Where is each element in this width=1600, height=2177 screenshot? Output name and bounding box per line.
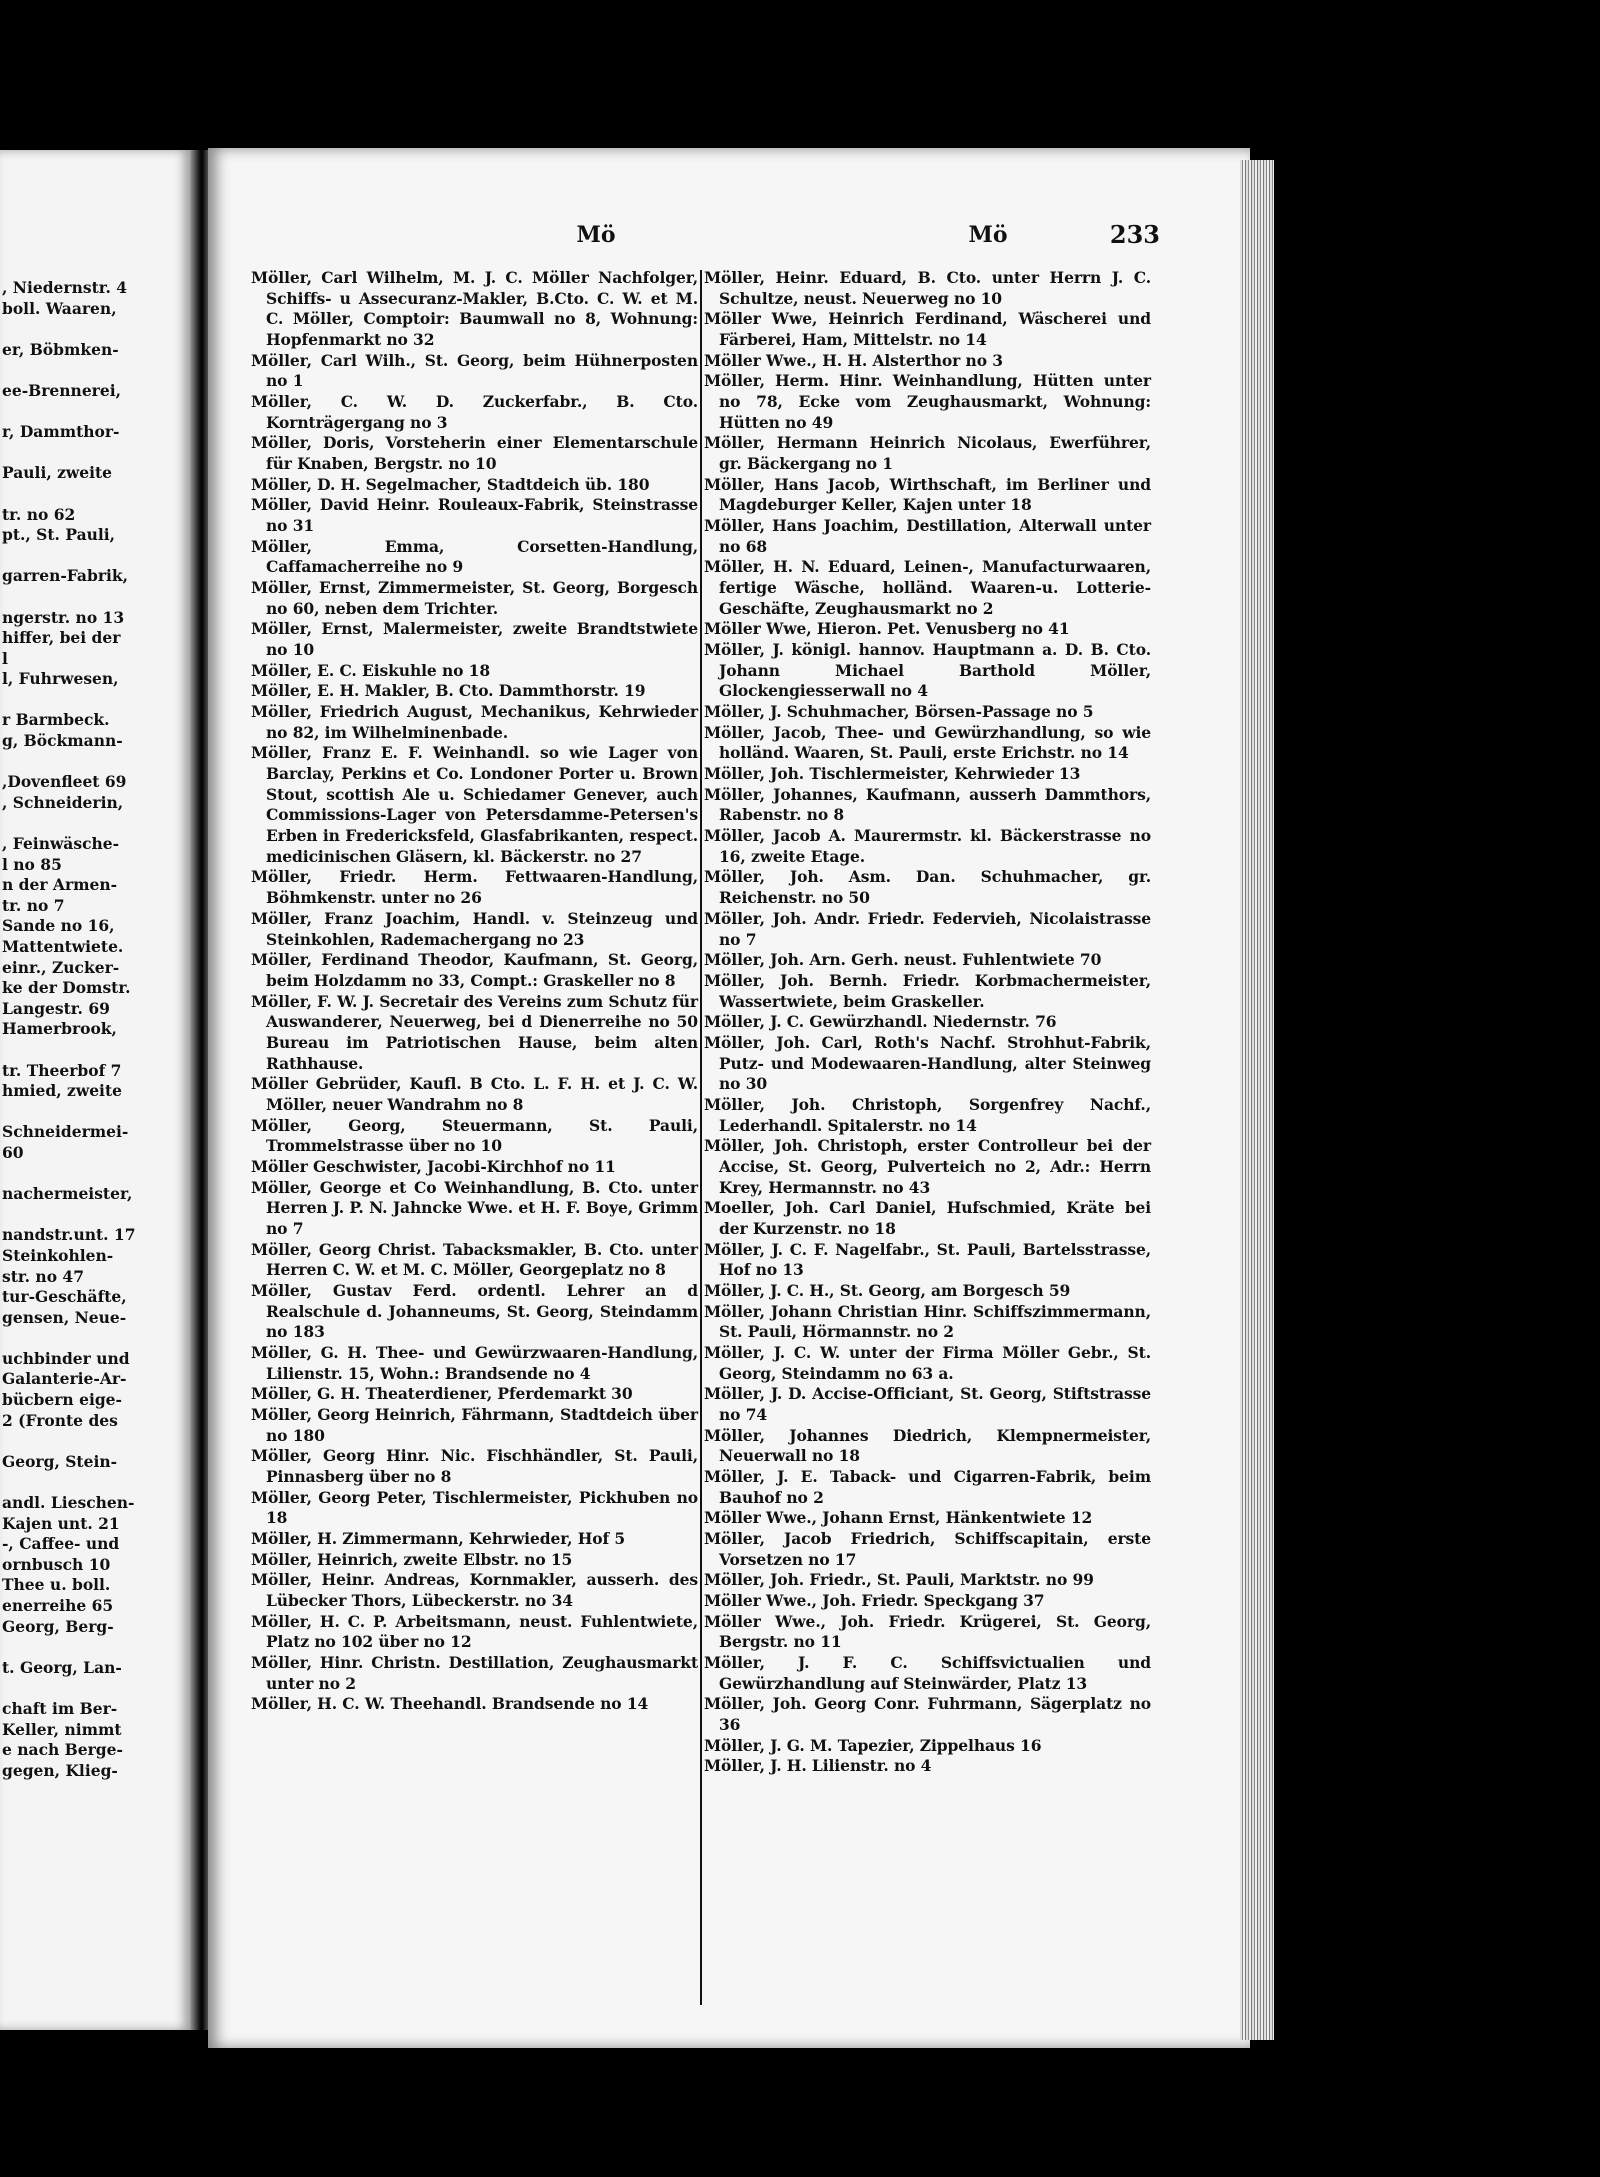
left-page-line: enerreihe 65: [2, 1596, 114, 1615]
directory-entry: Möller, Friedr. Herm. Fettwaaren-Handlung, Böhmkenstr. unter no 26: [251, 867, 698, 908]
left-page-line: boll. Waaren,: [2, 298, 117, 318]
left-page-line: [2, 1431, 190, 1452]
left-page-line: gensen, Neue-: [2, 1307, 127, 1327]
left-page-line: ke der Domstr.: [2, 978, 131, 998]
left-page-line: [2, 1205, 190, 1226]
directory-entry: Möller, Georg, Steuermann, St. Pauli, Trommelstrasse über no 10: [251, 1115, 698, 1156]
left-page-line: Georg, Stein-: [2, 1451, 118, 1471]
directory-entry: Möller, C. W. D. Zuckerfabr., B. Cto. Kornträgergang no 3: [251, 392, 698, 432]
running-header-left: Mö: [576, 222, 616, 248]
directory-entry: Möller, H. C. W. Theehandl. Brandsende no 14: [251, 1694, 649, 1714]
directory-entry: Möller Wwe., H. H. Alsterthor no 3: [704, 350, 1003, 370]
directory-entry: Möller, Doris, Vorsteherin einer Elementarschule für Knaben, Bergstr. no 10: [251, 433, 698, 474]
directory-entry: Möller, E. H. Makler, B. Cto. Dammthorstr. 19: [251, 681, 646, 701]
directory-entry: Möller, H. N. Eduard, Leinen-, Manufacturwaaren, fertige Wäsche, holländ. Waaren-u. Lotterie-Geschäfte, Zeughausmarkt no 2: [704, 557, 1151, 618]
directory-entry: Möller, Carl Wilh., St. Georg, beim Hühnerposten no 1: [251, 350, 698, 391]
directory-entry: Möller, Georg Peter, Tischlermeister, Pickhuben no 18: [251, 1487, 698, 1528]
directory-entry: Möller, Georg Christ. Tabacksmakler, B. Cto. unter Herren C. W. et M. C. Möller, Georgeplatz no 8: [251, 1239, 698, 1280]
left-page-line: nandstr.unt. 17: [2, 1225, 136, 1245]
directory-entry: Möller Geschwister, Jacobi-Kirchhof no 11: [251, 1156, 616, 1176]
left-page-line: str. no 47: [2, 1266, 84, 1286]
directory-entry: Möller, G. H. Thee- und Gewürzwaaren-Handlung, Lilienstr. 15, Wohn.: Brandsende no 4: [251, 1342, 698, 1383]
directory-entry: Möller, Emma, Corsetten-Handlung, Caffamacherreihe no 9: [251, 536, 698, 577]
directory-entry: Möller, Georg Hinr. Nic. Fischhändler, St. Pauli, Pinnasberg über no 8: [251, 1446, 698, 1486]
left-page-line: , Schneiderin,: [2, 792, 124, 812]
left-page-line: Steinkohlen-: [2, 1245, 114, 1265]
entries-column-right: [704, 268, 1151, 1777]
directory-entry: Möller, Hinr. Christn. Destillation, Zeughausmarkt unter no 2: [251, 1653, 698, 1693]
left-page-line: e nach Berge-: [2, 1740, 123, 1760]
directory-entry: Möller, Friedrich August, Mechanikus, Kehrwieder no 82, im Wilhelminenbade.: [251, 702, 698, 742]
directory-entry: Möller, Heinr. Andreas, Kornmakler, ausserh. des Lübecker Thors, Lübeckerstr. no 34: [251, 1570, 698, 1610]
left-page-line: Thee u. boll.: [2, 1575, 111, 1595]
directory-entry: Möller, J. H. Lilienstr. no 4: [704, 1756, 932, 1776]
directory-entry: Möller, H. Zimmermann, Kehrwieder, Hof 5: [251, 1528, 626, 1548]
directory-entry: Möller, J. E. Taback- und Cigarren-Fabrik, beim Bauhof no 2: [704, 1466, 1151, 1507]
directory-entry: Möller, David Heinr. Rouleaux-Fabrik, Steinstrasse no 31: [251, 495, 698, 536]
left-page-line: pt., St. Pauli,: [2, 525, 116, 545]
directory-entry: Möller, Hermann Heinrich Nicolaus, Ewerführer, gr. Bäckergang no 1: [704, 433, 1151, 474]
left-page-line: [2, 813, 190, 834]
directory-entry: Möller, E. C. Eiskuhle no 18: [251, 660, 491, 680]
left-page-line: [2, 319, 190, 340]
column-divider: [700, 270, 702, 2005]
left-page-line: [2, 1102, 190, 1123]
left-page-line: [2, 1040, 190, 1061]
left-page-line: t. Georg, Lan-: [2, 1657, 122, 1677]
directory-entry: Möller, Joh. Arn. Gerh. neust. Fuhlentwiete 70: [704, 950, 1102, 970]
left-page-line: garren-Fabrik,: [2, 566, 129, 586]
directory-entry: Möller, Joh. Friedr., St. Pauli, Marktstr. no 99: [704, 1570, 1094, 1590]
book-gutter: [190, 150, 210, 2030]
directory-entry: Möller, Hans Joachim, Destillation, Alterwall unter no 68: [704, 516, 1151, 556]
directory-entry: Möller Wwe., Johann Ernst, Hänkentwiete 12: [704, 1508, 1093, 1528]
directory-entry: Möller, J. F. C. Schiffsvictualien und Gewürzhandlung auf Steinwärder, Platz 13: [704, 1653, 1151, 1693]
left-page-line: gegen, Klieg-: [2, 1760, 118, 1780]
left-page-line: ,Dovenfleet 69: [2, 772, 127, 792]
left-page-line: , Feinwäsche-: [2, 834, 120, 854]
directory-entry: Möller, Joh. Georg Conr. Fuhrmann, Sägerplatz no 36: [704, 1694, 1151, 1735]
left-page-line: r Barmbeck.: [2, 710, 110, 730]
directory-entry: Möller, Joh. Bernh. Friedr. Korbmachermeister, Wassertwiete, beim Graskeller.: [704, 970, 1151, 1011]
left-page-line: Sande no 16,: [2, 916, 115, 936]
directory-entry: Möller, Franz Joachim, Handl. v. Steinzeug und Steinkohlen, Rademachergang no 23: [251, 908, 698, 949]
left-page-line: Hamerbrook,: [2, 1019, 117, 1039]
directory-entry: Möller, F. W. J. Secretair des Vereins zum Schutz für Auswanderer, Neuerweg, bei d Dienerreihe no 50 Bureau im Patriotischen Hause, beim alten Rathhause.: [251, 991, 698, 1073]
left-page-line: [2, 1678, 190, 1699]
left-page-line: Pauli, zweite: [2, 463, 113, 483]
directory-entry: Möller Wwe, Hieron. Pet. Venusberg no 41: [704, 619, 1070, 639]
left-page-line: chaft im Ber-: [2, 1698, 118, 1718]
left-page-line: [2, 752, 190, 773]
directory-entry: Möller, Ferdinand Theodor, Kaufmann, St. Georg, beim Holzdamm no 33, Compt.: Graskeller no 8: [251, 950, 698, 990]
left-page-line: Galanterie-Ar-: [2, 1369, 127, 1389]
directory-entry: Möller, Georg Heinrich, Fährmann, Stadtdeich über no 180: [251, 1404, 698, 1445]
directory-entry: Möller, Ernst, Malermeister, zweite Brandtstwiete no 10: [251, 619, 698, 660]
left-page-line: g, Böckmann-: [2, 731, 123, 751]
left-page-line: 2 (Fronte des: [2, 1410, 118, 1430]
directory-entry: Möller, Franz E. F. Weinhandl. so wie Lager von Barclay, Perkins et Co. Londoner Porter u. Brown Stout, scottish Ale u. Schiedamer Genever, auch Commissions-Lager von Petersdamme-Petersen's Erben in Fredericksfeld, Glasfabrikanten, respect. medicinischen Gläsern, kl. Bäckerstr. no 27: [251, 743, 698, 866]
left-page-line: , Niedernstr. 4: [2, 278, 128, 297]
left-page-line: l: [2, 648, 8, 668]
directory-entry: Möller, Gustav Ferd. ordentl. Lehrer an d Realschule d. Johanneums, St. Georg, Steindamm no 183: [251, 1280, 698, 1342]
directory-entry: Möller Gebrüder, Kaufl. B Cto. L. F. H. et J. C. W. Möller, neuer Wandrahm no 8: [251, 1074, 698, 1114]
left-page-line: tr. no 62: [2, 504, 76, 524]
directory-entry: Möller Wwe., Joh. Friedr. Speckgang 37: [704, 1591, 1045, 1610]
left-page-line: [2, 587, 190, 608]
entries-column-left: [251, 268, 698, 1715]
left-page-line: l, Fuhrwesen,: [2, 669, 119, 689]
directory-entry: Möller, J. C. F. Nagelfabr., St. Pauli, Bartelsstrasse, Hof no 13: [704, 1239, 1151, 1280]
directory-entry: Möller, G. H. Theaterdiener, Pferdemarkt 30: [251, 1384, 633, 1404]
directory-entry: Möller, Hans Jacob, Wirthschaft, im Berliner und Magdeburger Keller, Kajen unter 18: [704, 474, 1151, 515]
directory-entry: Möller, H. C. P. Arbeitsmann, neust. Fuhlentwiete, Platz no 102 über no 12: [251, 1611, 698, 1652]
left-page-line: -, Caffee- und: [2, 1534, 120, 1554]
left-page-line: tr. Theerbof 7: [2, 1060, 122, 1080]
directory-entry: Möller, Joh. Asm. Dan. Schuhmacher, gr. Reichenstr. no 50: [704, 867, 1151, 908]
left-page-line: n der Armen-: [2, 875, 118, 895]
directory-entry: Möller, J. G. M. Tapezier, Zippelhaus 16: [704, 1735, 1042, 1755]
directory-entry: Möller, Jacob, Thee- und Gewürzhandlung, so wie holländ. Waaren, St. Pauli, erste Erichstr. no 14: [704, 722, 1151, 763]
left-page-line: [2, 546, 190, 567]
directory-entry: Moeller, Joh. Carl Daniel, Hufschmied, Kräte bei der Kurzenstr. no 18: [704, 1198, 1151, 1238]
left-page-line: [2, 1164, 190, 1185]
left-page-line: ngerstr. no 13: [2, 607, 125, 627]
left-page-line: Georg, Berg-: [2, 1616, 114, 1636]
left-page-line: [2, 690, 190, 711]
left-page-line: Kajen unt. 21: [2, 1513, 120, 1533]
main-page: [208, 148, 1250, 2048]
left-page-line: l no 85: [2, 854, 62, 874]
left-page-line: hmied, zweite: [2, 1081, 122, 1101]
directory-entry: Möller, Johannes Diedrich, Klempnermeister, Neuerwall no 18: [704, 1425, 1151, 1466]
left-page-line: Langestr. 69: [2, 998, 110, 1018]
left-page-line: [2, 1472, 190, 1493]
directory-entry: Möller, J. Schuhmacher, Börsen-Passage no 5: [704, 702, 1094, 722]
directory-entry: Möller Wwe, Heinrich Ferdinand, Wäscherei und Färberei, Ham, Mittelstr. no 14: [704, 309, 1151, 350]
directory-entry: Möller, J. C. H., St. Georg, am Borgesch 59: [704, 1280, 1071, 1300]
left-page-text: [2, 278, 190, 1781]
directory-entry: Möller, J. C. W. unter der Firma Möller Gebr., St. Georg, Steindamm no 63 a.: [704, 1342, 1151, 1383]
left-page-line: uchbinder und: [2, 1348, 130, 1368]
left-page-line: r, Dammthor-: [2, 422, 120, 442]
directory-entry: Möller, Joh. Christoph, erster Controlleur bei der Accise, St. Georg, Pulverteich no 2, Adr.: Herrn Krey, Hermannstr. no 43: [704, 1136, 1151, 1197]
left-page-line: [2, 443, 190, 464]
left-page-line: einr., Zucker-: [2, 957, 120, 977]
left-page-line: ee-Brennerei,: [2, 380, 121, 400]
left-page-line: tr. no 7: [2, 895, 65, 915]
directory-entry: Möller, Joh. Andr. Friedr. Federvieh, Nicolaistrasse no 7: [704, 908, 1151, 949]
left-page-line: [2, 1328, 190, 1349]
directory-entry: Möller, Johann Christian Hinr. Schiffszimmermann, St. Pauli, Hörmannstr. no 2: [704, 1301, 1151, 1342]
page-number: 233: [1109, 220, 1160, 249]
left-page-fragment: [0, 150, 190, 2030]
left-page-line: Mattentwiete.: [2, 937, 124, 956]
directory-entry: Möller, J. königl. hannov. Hauptmann a. D. B. Cto. Johann Michael Barthold Möller, Glockengiesserwall no 4: [704, 640, 1151, 701]
directory-entry: Möller, Heinr. Eduard, B. Cto. unter Herrn J. C. Schultze, neust. Neuerweg no 10: [704, 268, 1151, 308]
directory-entry: Möller, Herm. Hinr. Weinhandlung, Hütten unter no 78, Ecke vom Zeughausmarkt, Wohnung: Hütten no 49: [704, 371, 1151, 432]
left-page-line: bücbern eige-: [2, 1390, 122, 1410]
directory-entry: Möller, George et Co Weinhandlung, B. Cto. unter Herren J. P. N. Jahncke Wwe. et H. F. Boye, Grimm no 7: [251, 1177, 698, 1238]
directory-entry: Möller, Heinrich, zweite Elbstr. no 15: [251, 1549, 573, 1569]
directory-entry: Möller, J. C. Gewürzhandl. Niedernstr. 76: [704, 1012, 1057, 1032]
directory-entry: Möller, D. H. Segelmacher, Stadtdeich üb. 180: [251, 474, 650, 494]
left-page-line: hiffer, bei der: [2, 628, 121, 648]
page-edges: [1240, 160, 1274, 2040]
left-page-line: [2, 402, 190, 423]
left-page-line: nachermeister,: [2, 1184, 133, 1204]
running-header-right: Mö: [968, 222, 1008, 248]
directory-entry: Möller, Carl Wilhelm, M. J. C. Möller Nachfolger, Schiffs- u Assecuranz-Makler, B.Cto. C. W. et M. C. Möller, Comptoir: Baumwall no 8, Wohnung: Hopfenmarkt no 32: [251, 268, 698, 350]
left-page-line: [2, 360, 190, 381]
left-page-line: 60: [2, 1142, 24, 1162]
directory-entry: Möller, Joh. Carl, Roth's Nachf. Strohhut-Fabrik, Putz- und Modewaaren-Handlung, alter Steinweg no 30: [704, 1032, 1151, 1094]
directory-entry: Möller, Jacob A. Maurermstr. kl. Bäckerstrasse no 16, zweite Etage.: [704, 826, 1151, 866]
left-page-line: andl. Lieschen-: [2, 1493, 135, 1513]
left-page-line: tur-Geschäfte,: [2, 1287, 127, 1307]
directory-entry: Möller, Johannes, Kaufmann, ausserh Dammthors, Rabenstr. no 8: [704, 784, 1151, 825]
left-page-line: er, Böbmken-: [2, 339, 119, 359]
directory-entry: Möller, Jacob Friedrich, Schiffscapitain, erste Vorsetzen no 17: [704, 1528, 1151, 1569]
directory-entry: Möller, Ernst, Zimmermeister, St. Georg, Borgesch no 60, neben dem Trichter.: [251, 578, 698, 618]
left-page-line: ornbusch 10: [2, 1554, 111, 1574]
left-page-line: [2, 1637, 190, 1658]
directory-entry: Möller, J. D. Accise-Officiant, St. Georg, Stiftstrasse no 74: [704, 1384, 1151, 1424]
left-page-line: Keller, nimmt: [2, 1719, 122, 1739]
directory-entry: Möller, Joh. Tischlermeister, Kehrwieder 13: [704, 764, 1081, 784]
left-page-line: [2, 484, 190, 505]
directory-entry: Möller, Joh. Christoph, Sorgenfrey Nachf., Lederhandl. Spitalerstr. no 14: [704, 1094, 1151, 1135]
directory-entry: Möller Wwe., Joh. Friedr. Krügerei, St. Georg, Bergstr. no 11: [704, 1611, 1151, 1652]
left-page-line: Schneidermei-: [2, 1122, 129, 1142]
